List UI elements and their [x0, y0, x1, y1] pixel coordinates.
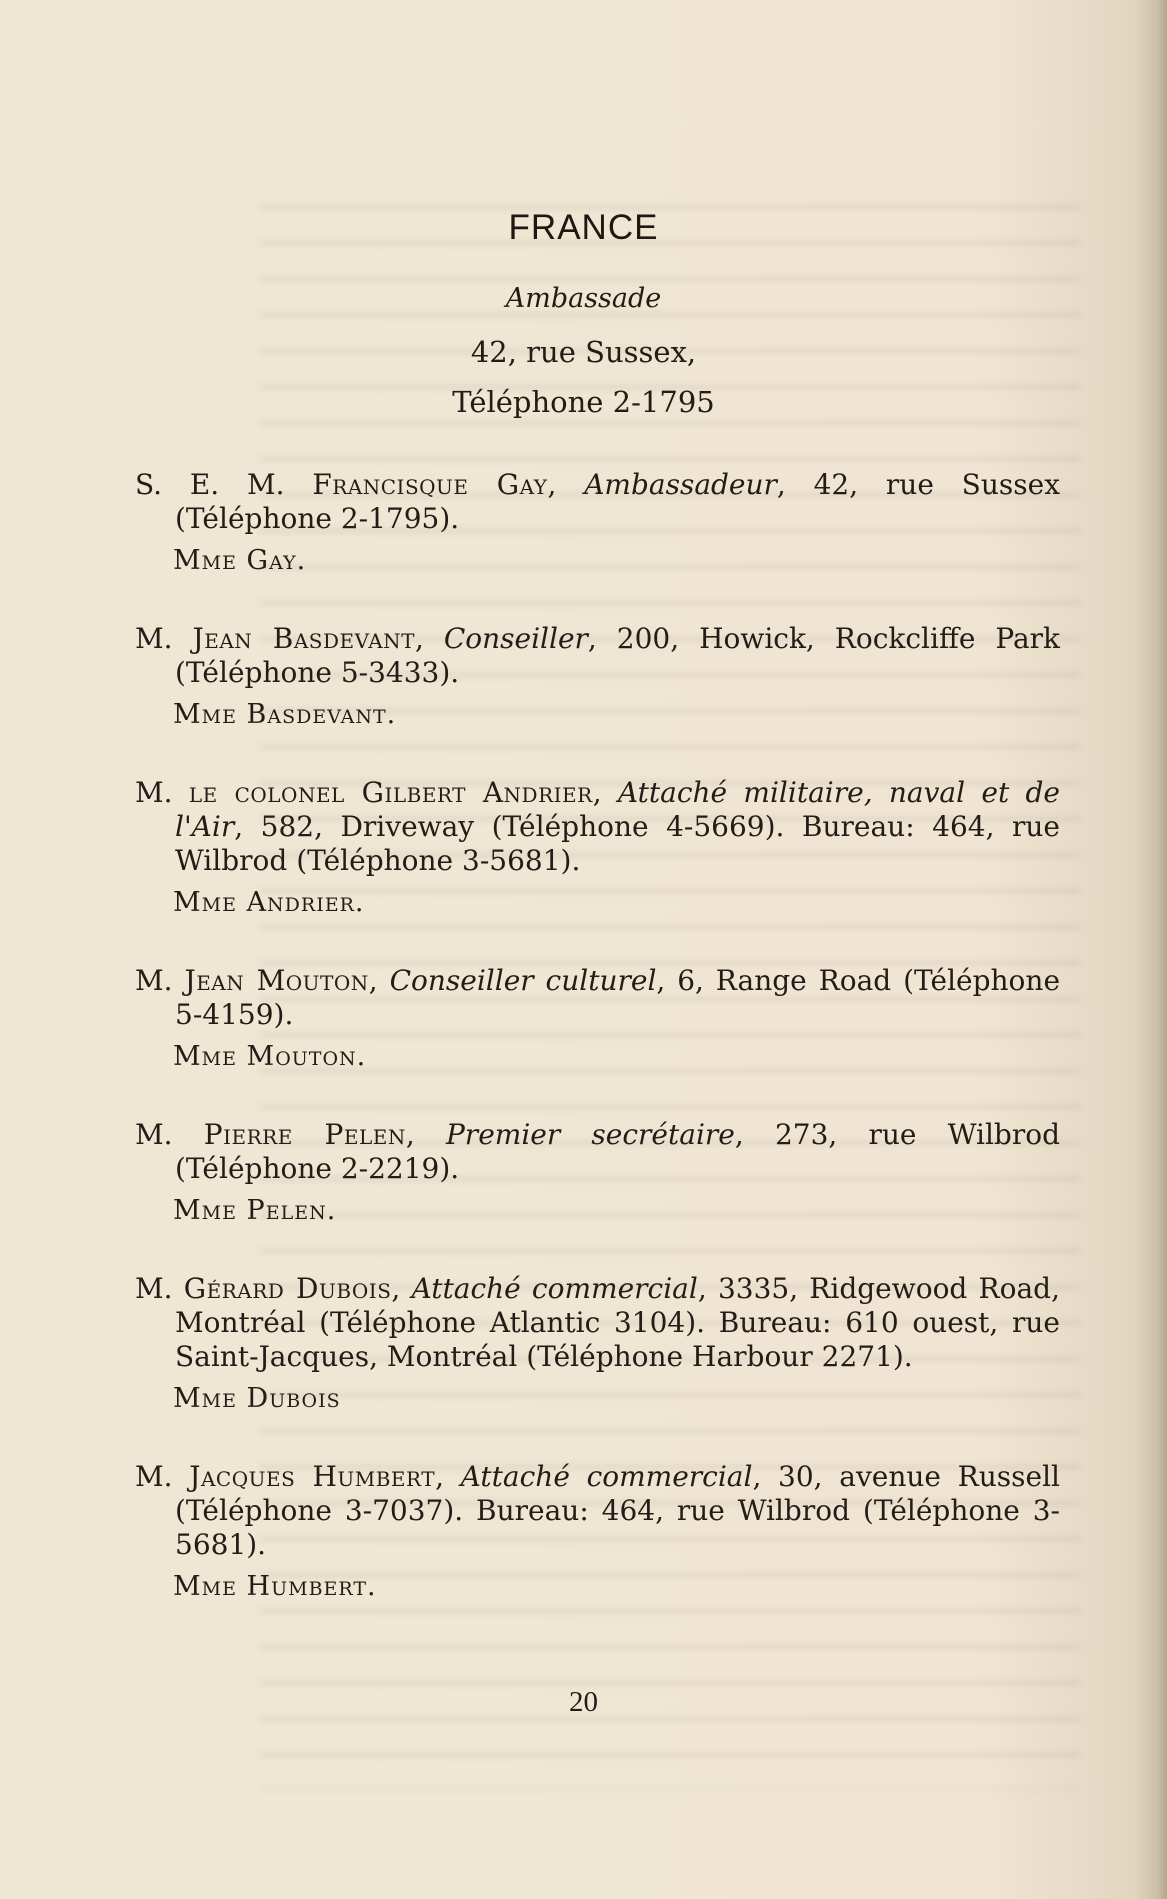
staff-details: 582, Driveway (Téléphone 4-5669). Bureau: 464, rue Wilbrod (Téléphone 3-5681). — [175, 810, 1060, 877]
staff-title: M. — [135, 1272, 173, 1305]
staff-details: 273, rue Wilbrod (Téléphone 2-2219). — [175, 1118, 1060, 1185]
spouse-name: Mme Basdevant. — [173, 699, 397, 730]
staff-name: Jacques Humbert — [189, 1460, 436, 1493]
staff-role: Conseiller — [443, 622, 588, 655]
staff-entry — [135, 1118, 1060, 1228]
staff-title: M. — [135, 622, 173, 655]
spouse-name: Mme Pelen. — [173, 1195, 337, 1226]
staff-name: Jean Mouton — [184, 964, 369, 997]
country-heading: FRANCE — [508, 208, 659, 247]
staff-details: 30, avenue Russell (Téléphone 3-7037). Bureau: 464, rue Wilbrod (Téléphone 3-5681). — [175, 1460, 1060, 1561]
staff-details: 200, Howick, Rockcliffe Park (Téléphone 5-3433). — [175, 622, 1060, 689]
staff-name: Gérard Dubois — [183, 1272, 392, 1305]
page-number: 20 — [569, 1686, 598, 1718]
staff-entry-text: M. Gérard Dubois, Attaché commercial, 3335, Ridgewood Road, Montréal (Téléphone Atlantic 3104). Bureau: 610 ouest, rue Saint-Jacques, Montréal (Téléphone Harbour 2271). — [135, 1272, 1061, 1373]
mission-address: 42, rue Sussex, — [470, 335, 697, 369]
staff-title: M. — [135, 964, 173, 997]
staff-role: Attaché militaire, naval et de l'Air — [175, 776, 1060, 843]
staff-title: S. E. M. — [135, 468, 285, 501]
staff-entry — [135, 1460, 1060, 1604]
staff-details: 6, Range Road (Téléphone 5-4159). — [175, 964, 1061, 1031]
spouse-name: Mme Mouton. — [173, 1041, 367, 1072]
staff-entry-text: M. Jean Basdevant, Conseiller, 200, Howick, Rockcliffe Park (Téléphone 5-3433). — [135, 622, 1060, 689]
staff-entry — [135, 776, 1060, 920]
staff-role: Attaché commercial — [411, 1272, 698, 1305]
staff-title: M. — [135, 776, 173, 809]
spouse-name: Mme Gay. — [173, 545, 307, 576]
mission-subheading: Ambassade — [505, 283, 662, 314]
staff-role: Ambassadeur — [584, 468, 777, 501]
staff-name: Francisque Gay — [312, 468, 548, 501]
staff-list — [135, 468, 1060, 1648]
staff-entry-text: M. Pierre Pelen, Premier secrétaire, 273, rue Wilbrod (Téléphone 2-2219). — [135, 1118, 1060, 1185]
staff-entry — [135, 468, 1060, 578]
staff-entry — [135, 1272, 1060, 1416]
staff-role: Premier secrétaire — [445, 1118, 735, 1151]
staff-name: Pierre Pelen — [203, 1118, 406, 1151]
staff-entry-text: M. Jean Mouton, Conseiller culturel, 6, Range Road (Téléphone 5-4159). — [135, 964, 1061, 1031]
staff-details: 3335, Ridgewood Road, Montréal (Téléphone Atlantic 3104). Bureau: 610 ouest, rue Saint-Jacques, Montréal (Téléphone Harbour 2271). — [175, 1272, 1061, 1373]
staff-entry-text: M. le colonel Gilbert Andrier, Attaché militaire, naval et de l'Air, 582, Driveway (Téléphone 4-5669). Bureau: 464, rue Wilbrod (Téléphone 3-5681). — [135, 776, 1060, 877]
staff-entry — [135, 622, 1060, 732]
staff-entry — [135, 964, 1060, 1074]
mission-phone: Téléphone 2-1795 — [452, 385, 715, 419]
staff-role: Attaché commercial — [460, 1460, 753, 1493]
staff-title: M. — [135, 1460, 173, 1493]
staff-entry-text: S. E. M. Francisque Gay, Ambassadeur, 42, rue Sussex (Téléphone 2-1795). — [135, 468, 1060, 535]
spouse-name: Mme Dubois — [173, 1383, 341, 1414]
spouse-name: Mme Andrier. — [173, 887, 365, 918]
staff-role: Conseiller culturel — [389, 964, 657, 997]
staff-entry-text: M. Jacques Humbert, Attaché commercial, 30, avenue Russell (Téléphone 3-7037). Bureau: 464, rue Wilbrod (Téléphone 3-5681). — [135, 1460, 1060, 1561]
spouse-name: Mme Humbert. — [173, 1571, 377, 1602]
staff-title: M. — [135, 1118, 173, 1151]
staff-details: 42, rue Sussex (Téléphone 2-1795). — [175, 468, 1060, 535]
staff-name: le colonel Gilbert Andrier — [188, 776, 593, 809]
staff-name: Jean Basdevant — [192, 622, 415, 655]
